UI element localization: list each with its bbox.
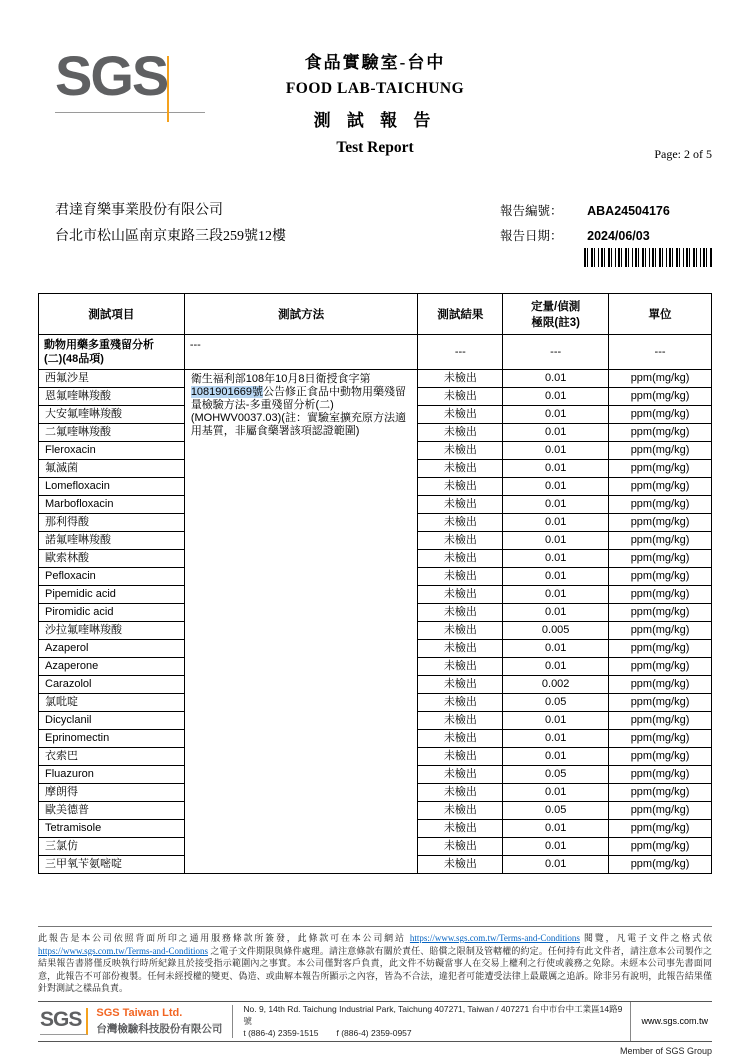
result-value-cell: 未檢出 [418,748,503,766]
report-info [500,201,670,251]
group-item-line1: 動物用藥多重殘留分析 [44,339,154,351]
result-value-cell: 未檢出 [418,820,503,838]
report-title-en: Test Report [336,139,414,156]
result-limit-cell: 0.01 [503,586,609,604]
result-limit-cell: 0.002 [503,676,609,694]
result-unit-cell: ppm(mg/kg) [609,748,712,766]
result-limit-cell: 0.01 [503,838,609,856]
result-value-cell: 未檢出 [418,712,503,730]
result-value-cell: 未檢出 [418,424,503,442]
result-item-cell: 氯吡啶 [39,694,185,712]
result-unit-cell: ppm(mg/kg) [609,622,712,640]
result-item-cell: 西氟沙星 [39,370,185,388]
result-unit-cell: ppm(mg/kg) [609,586,712,604]
client-address: 台北市松山區南京東路三段259號12樓 [55,229,286,244]
result-limit-cell: 0.01 [503,478,609,496]
method-text-pre: 衛生福利部108年10月8日衛授食字第 [190,373,371,385]
lab-title-zh: 食品實驗室-台中 [304,53,446,72]
result-limit-cell: 0.01 [503,640,609,658]
result-limit-cell: 0.01 [503,388,609,406]
result-unit-cell: ppm(mg/kg) [609,442,712,460]
result-unit-cell: ppm(mg/kg) [609,568,712,586]
result-value-cell: 未檢出 [418,478,503,496]
result-value-cell: 未檢出 [418,766,503,784]
result-limit-cell: 0.01 [503,442,609,460]
result-value-cell: 未檢出 [418,532,503,550]
result-unit-cell: ppm(mg/kg) [609,460,712,478]
company-name-en: SGS Taiwan Ltd. [96,1006,183,1019]
result-limit-cell: 0.05 [503,694,609,712]
result-unit-cell: ppm(mg/kg) [609,658,712,676]
report-title-zh: 測 試 報 告 [313,111,437,130]
result-limit-cell: 0.01 [503,460,609,478]
client-info [55,198,286,250]
result-item-cell: 沙拉氟喹啉羧酸 [39,622,185,640]
result-item-cell: Piromidic acid [39,604,185,622]
analysis-group-row [39,335,712,370]
result-item-cell: Pefloxacin [39,568,185,586]
result-unit-cell: ppm(mg/kg) [609,820,712,838]
sgs-footer-logo: SGS [40,1008,88,1035]
result-unit-cell: ppm(mg/kg) [609,730,712,748]
method-cell [184,370,418,874]
header-method: 測試方法 [184,294,418,335]
result-limit-cell: 0.01 [503,604,609,622]
result-value-cell: 未檢出 [418,604,503,622]
result-value-cell: 未檢出 [418,856,503,874]
result-unit-cell: ppm(mg/kg) [609,406,712,424]
lab-title-en: FOOD LAB-TAICHUNG [285,80,465,97]
result-item-cell: Tetramisole [39,820,185,838]
sgs-logo-text: SGS [55,44,168,107]
result-item-cell: 三氯仿 [39,838,185,856]
result-value-cell: 未檢出 [418,370,503,388]
result-unit-cell: ppm(mg/kg) [609,856,712,874]
member-of-sgs-group: Member of SGS Group [619,1045,712,1056]
result-value-cell: 未檢出 [418,496,503,514]
report-no-label: 報告編號： [500,204,563,218]
result-value-cell: 未檢出 [418,838,503,856]
disclaimer-text-1: 此報告是本公司依照背面所印之通用服務條款所簽發，此條款可在本公司網站 [38,933,410,943]
result-value-cell: 未檢出 [418,442,503,460]
result-unit-cell: ppm(mg/kg) [609,478,712,496]
result-item-cell: Pipemidic acid [39,586,185,604]
header-limit [503,294,609,335]
result-item-cell: Marbofloxacin [39,496,185,514]
result-value-cell: 未檢出 [418,622,503,640]
result-value-cell: 未檢出 [418,694,503,712]
footer [38,926,712,1056]
result-limit-cell: 0.01 [503,406,609,424]
result-unit-cell: ppm(mg/kg) [609,604,712,622]
result-limit-cell: 0.01 [503,550,609,568]
group-result-cell: --- [418,335,503,370]
company-bar [38,1001,712,1042]
result-limit-cell: 0.01 [503,730,609,748]
result-unit-cell: ppm(mg/kg) [609,766,712,784]
result-item-cell: Fleroxacin [39,442,185,460]
group-item-line2: (二)(48品項) [44,353,104,365]
result-value-cell: 未檢出 [418,550,503,568]
result-unit-cell: ppm(mg/kg) [609,550,712,568]
result-value-cell: 未檢出 [418,460,503,478]
result-value-cell: 未檢出 [418,568,503,586]
result-item-cell: 歐美德普 [39,802,185,820]
method-announcement-link[interactable]: 1081901669號 [190,386,263,398]
result-item-cell: 衣索巴 [39,748,185,766]
result-item-cell: 歐索林酸 [39,550,185,568]
header-unit: 單位 [609,294,712,335]
header-limit-line2: 極限(註3) [531,317,580,329]
result-value-cell: 未檢出 [418,730,503,748]
result-item-cell: Lomefloxacin [39,478,185,496]
disclaimer-text-3: 之電子文件期限與條件處理。請注意條款有關於責任、賠償之限制及管轄權的約定。任何持有此文件者，請注意本公司製作之結果報告書將僅反映執行時所紀錄且於接受指示範圍內之事實。本公司僅對客戶負責，此文件不妨礙當事人在交易上權利之行使或義務之免除。未經本公司事先書面同意，此報告不可部份複製。任何未經授權的變更、偽造、或曲解本報告所顯示之內容，皆為不合法，違犯者可能遭受法律上最嚴厲之追訴。除非另有說明，此報告結果僅針對測試之樣品負責。 [38,945,712,993]
header-item: 測試項目 [39,294,185,335]
result-value-cell: 未檢出 [418,514,503,532]
result-unit-cell: ppm(mg/kg) [609,532,712,550]
result-limit-cell: 0.01 [503,856,609,874]
client-name: 君達育樂事業股份有限公司 [55,203,223,218]
disclaimer-text-2: 閱覽，凡電子文件之格式依 [579,933,712,943]
result-item-cell: 摩朗得 [39,784,185,802]
header-limit-line1: 定量/偵測 [531,301,581,313]
result-limit-cell: 0.01 [503,568,609,586]
table-header-row [39,294,712,335]
terms-disclaimer [38,932,712,995]
result-limit-cell: 0.005 [503,622,609,640]
result-item-cell: 大安氟喹啉羧酸 [39,406,185,424]
report-no-value: ABA24504176 [587,204,670,218]
result-item-cell: Azaperone [39,658,185,676]
report-date-value: 2024/06/03 [587,229,650,243]
result-item-cell: Fluazuron [39,766,185,784]
report-date-label: 報告日期： [500,229,563,243]
result-limit-cell: 0.01 [503,820,609,838]
result-item-cell: 三甲氧苄氨嘧啶 [39,856,185,874]
result-limit-cell: 0.05 [503,766,609,784]
result-unit-cell: ppm(mg/kg) [609,640,712,658]
company-phones [243,1027,630,1039]
result-row [39,370,712,388]
results-tbody [39,370,712,874]
method-text-post: 公告修正食品中動物用藥殘留量檢驗方法-多重殘留分析(二)(MOHWV0037.03)(註：實驗室擴充原方法適用基質，非屬食藥署該項認證範圍) [190,386,406,437]
result-unit-cell: ppm(mg/kg) [609,784,712,802]
result-item-cell: Carazolol [39,676,185,694]
group-limit-cell: --- [503,335,609,370]
result-limit-cell: 0.01 [503,514,609,532]
result-limit-cell: 0.01 [503,712,609,730]
report-header-titles [0,44,750,157]
result-item-cell: 那利得酸 [39,514,185,532]
result-unit-cell: ppm(mg/kg) [609,496,712,514]
company-fax: f (886-4) 2359-0957 [336,1028,412,1038]
company-name-zh: 台灣檢驗科技股份有限公司 [96,1023,223,1035]
result-limit-cell: 0.01 [503,370,609,388]
result-value-cell: 未檢出 [418,640,503,658]
result-limit-cell: 0.01 [503,658,609,676]
company-address-block [233,1002,630,1041]
header-result: 測試結果 [418,294,503,335]
result-limit-cell: 0.01 [503,784,609,802]
result-item-cell: Azaperol [39,640,185,658]
result-value-cell: 未檢出 [418,586,503,604]
result-item-cell: Dicyclanil [39,712,185,730]
group-method-cell: --- [184,335,418,370]
result-unit-cell: ppm(mg/kg) [609,712,712,730]
page-number-label: Page: 2 of 5 [654,147,712,161]
result-value-cell: 未檢出 [418,676,503,694]
result-value-cell: 未檢出 [418,802,503,820]
result-item-cell: 二氟喹啉羧酸 [39,424,185,442]
result-unit-cell: ppm(mg/kg) [609,838,712,856]
terms-link-2[interactable]: https://www.sgs.com.tw/Terms-and-Conditions [38,945,209,956]
results-table [38,293,712,874]
result-item-cell: 諾氟喹啉羧酸 [39,532,185,550]
result-limit-cell: 0.01 [503,424,609,442]
result-limit-cell: 0.01 [503,532,609,550]
result-limit-cell: 0.05 [503,802,609,820]
result-unit-cell: ppm(mg/kg) [609,370,712,388]
result-item-cell: Eprinomectin [39,730,185,748]
result-item-cell: 氟滅菌 [39,460,185,478]
result-item-cell: 恩氟喹啉羧酸 [39,388,185,406]
result-unit-cell: ppm(mg/kg) [609,676,712,694]
result-unit-cell: ppm(mg/kg) [609,694,712,712]
result-value-cell: 未檢出 [418,388,503,406]
result-unit-cell: ppm(mg/kg) [609,514,712,532]
group-unit-cell: --- [609,335,712,370]
group-item-cell [39,335,185,370]
result-value-cell: 未檢出 [418,658,503,676]
result-value-cell: 未檢出 [418,784,503,802]
result-limit-cell: 0.01 [503,496,609,514]
terms-link-1[interactable]: https://www.sgs.com.tw/Terms-and-Conditions [409,933,580,943]
result-limit-cell: 0.01 [503,748,609,766]
result-value-cell: 未檢出 [418,406,503,424]
result-unit-cell: ppm(mg/kg) [609,388,712,406]
result-unit-cell: ppm(mg/kg) [609,802,712,820]
report-barcode [584,248,713,267]
result-unit-cell: ppm(mg/kg) [609,424,712,442]
company-website[interactable]: www.sgs.com.tw [630,1002,712,1041]
company-tel: t (886-4) 2359-1515 [243,1028,319,1038]
company-identity [38,1002,232,1041]
company-address: No. 9, 14th Rd. Taichung Industrial Park, Taichung 407271, Taiwan / 407271 台中市台中工業區14路9號 [243,1004,623,1026]
